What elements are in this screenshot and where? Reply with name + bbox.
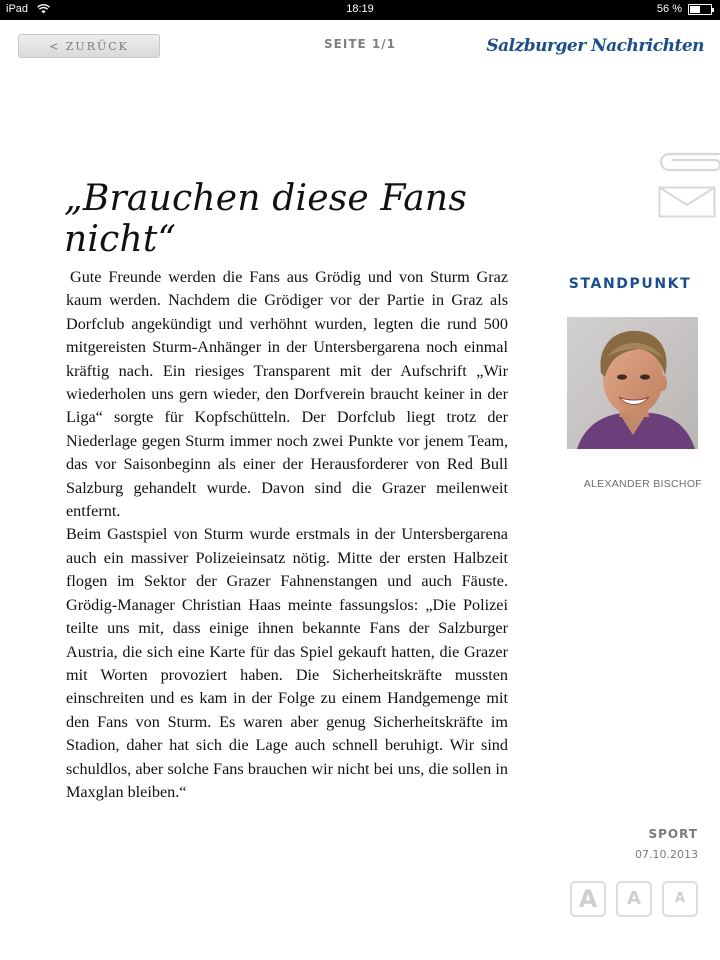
battery-fill [690, 6, 700, 13]
page-indicator: SEITE 1/1 [324, 37, 396, 51]
mail-icon[interactable] [658, 186, 716, 218]
font-size-large-button[interactable]: A [570, 881, 606, 917]
author-name: ALEXANDER BISCHOF [583, 478, 702, 490]
back-button[interactable]: < ZURÜCK [18, 34, 160, 58]
battery-icon [688, 4, 712, 15]
column-label: STANDPUNKT [568, 276, 692, 292]
font-size-small-button[interactable]: A [662, 881, 698, 917]
status-bar [0, 0, 720, 20]
battery-percent: 56 % [656, 3, 682, 15]
section-label: SPORT [648, 827, 698, 841]
font-size-medium-button[interactable]: A [616, 881, 652, 917]
article-paragraph-1: Gute Freunde werden die Fans aus Grödig und von Sturm Graz kaum werden. Nachdem die Grödiger vor der Partie in Graz als Dorfclub angekündigt und verhöhnt wurden, legten die rund 500 mitgereisten Sturm-Anhänger in der Untersbergarena noch einmal kräftig nach. Ein riesiges Transparent mit der Aufschrift „Wir wiederholen uns gern wieder, den Dorfverein braucht keiner in der Liga“ sorgte für Kopfschütteln. Der Dorfclub liegt trotz der Niederlage gegen Sturm immer noch zwei Punkte vor jenem Team, das vor Saisonbeginn als einer der Herausforderer von Red Bull Salzburg gehandelt wurde. Davon sind die Grazer meilenweit entfernt. [66, 268, 508, 521]
article-headline: „Brauchen diese Fans nicht“ [64, 178, 467, 260]
author-portrait-image [567, 317, 698, 449]
article-paragraph-2: Beim Gastspiel von Sturm wurde erstmals in der Untersbergarena auch ein massiver Polizeieinsatz nötig. Mitte der ersten Halbzeit flogen im Sektor der Grazer Fahnenstangen und auch Fäuste. Grödig-Manager Christian Haas meinte fassungslos: „Die Polizei teilte uns mit, dass einige ihnen bekannte Fans der Salzburger Austria, die sich eine Karte für das Spiel gekauft hatten, die Grazer mit Worten provoziert haben. Die Sicherheitskräfte mussten einschreiten und es kam in der Folge zu einem Handgemenge mit den Fans von Sturm. Es waren aber genug Sicherheitskräfte im Stadion, daher hat sich die Lage auch schnell beruhigt. Wir sind schuldlos, aber solche Fans brauchen wir nicht bei uns, die sollen in Maxglan bleiben.“ [66, 525, 508, 801]
clock: 18:19 [346, 3, 374, 15]
status-right [657, 3, 712, 15]
article-body [66, 266, 508, 804]
publication-date: 07.10.2013 [635, 848, 698, 861]
newspaper-logo[interactable]: Salzburger Nachrichten [486, 36, 704, 56]
author-photo [567, 317, 698, 449]
device-name: iPad [6, 3, 29, 15]
paperclip-icon[interactable] [655, 146, 720, 172]
